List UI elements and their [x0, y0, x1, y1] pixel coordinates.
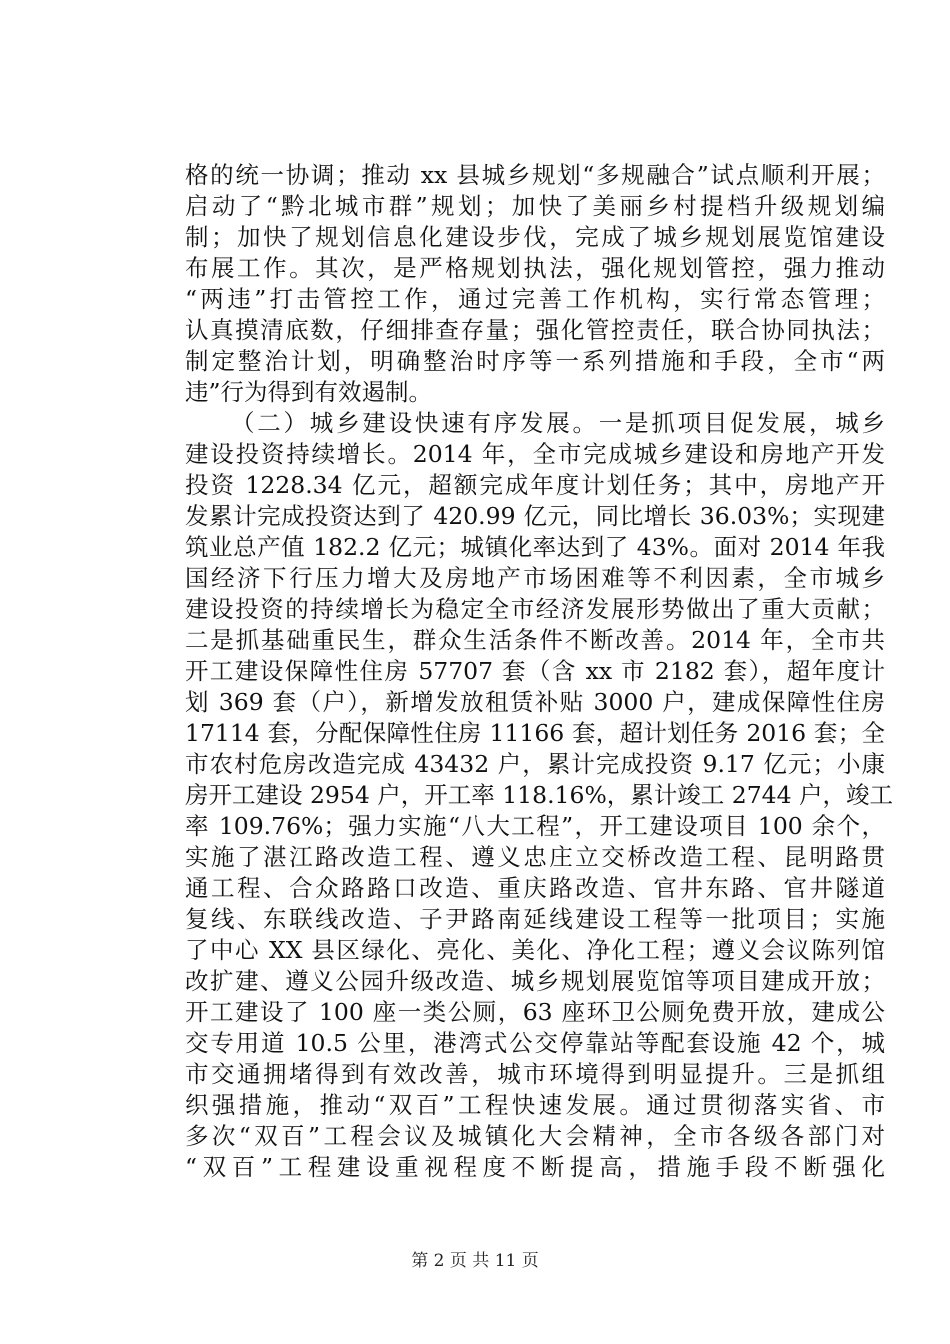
text-line: 格的统一协调；推动 xx 县城乡规划“多规融合”试点顺利开展； [185, 161, 885, 189]
text-line: 国经济下行压力增大及房地产市场困难等不利因素，全市城乡 [185, 564, 885, 592]
text-line: 划 369 套（户），新增发放租赁补贴 3000 户，建成保障性住房 [185, 688, 885, 716]
text-line: （二）城乡建设快速有序发展。一是抓项目促发展，城乡 [231, 409, 885, 437]
text-line: 改扩建、遵义公园升级改造、城乡规划展览馆等项目建成开放； [185, 967, 885, 995]
text-line: 复线、东联线改造、子尹路南延线建设工程等一批项目；实施 [185, 905, 885, 933]
document-body [185, 160, 894, 1183]
text-line: 违”行为得到有效遏制。 [185, 378, 433, 406]
text-line: 率 109.76%；强力实施“八大工程”，开工建设项目 100 余个， [185, 812, 885, 840]
text-line: 实施了湛江路改造工程、遵义忠庄立交桥改造工程、昆明路贯 [185, 843, 885, 871]
text-line: 布展工作。其次，是严格规划执法，强化规划管控，强力推动 [185, 254, 885, 282]
text-line: “双百”工程建设重视程度不断提高，措施手段不断强化 [185, 1153, 885, 1181]
text-line: 启动了“黔北城市群”规划；加快了美丽乡村提档升级规划编 [185, 192, 885, 220]
text-line: 制；加快了规划信息化建设步伐，完成了城乡规划展览馆建设 [185, 223, 885, 251]
text-line: 制定整治计划，明确整治时序等一系列措施和手段，全市“两 [185, 347, 885, 375]
text-line: “两违”打击管控工作，通过完善工作机构，实行常态管理； [185, 285, 885, 313]
text-line: 交专用道 10.5 公里，港湾式公交停靠站等配套设施 42 个，城 [185, 1029, 885, 1057]
text-line: 市交通拥堵得到有效改善，城市环境得到明显提升。三是抓组 [185, 1060, 885, 1088]
paragraph-2 [185, 408, 894, 1183]
text-line: 房开工建设 2954 户，开工率 118.16%，累计竣工 2744 户，竣工 [185, 781, 894, 809]
text-line: 了中心 XX 县区绿化、亮化、美化、净化工程；遵义会议陈列馆 [185, 936, 885, 964]
text-line: 17114 套，分配保障性住房 11166 套，超计划任务 2016 套；全 [185, 719, 885, 747]
text-line: 市农村危房改造完成 43432 户，累计完成投资 9.17 亿元；小康 [185, 750, 885, 778]
text-line: 二是抓基础重民生，群众生活条件不断改善。2014 年，全市共 [185, 626, 885, 654]
text-line: 建设投资的持续增长为稳定全市经济发展形势做出了重大贡献； [185, 595, 885, 623]
text-line: 多次“双百”工程会议及城镇化大会精神，全市各级各部门对 [185, 1122, 885, 1150]
paragraph-1 [185, 160, 885, 408]
text-line: 筑业总产值 182.2 亿元；城镇化率达到了 43%。面对 2014 年我 [185, 533, 885, 561]
text-line: 认真摸清底数，仔细排查存量；强化管控责任，联合协同执法； [185, 316, 885, 344]
page-number-footer: 第 2 页 共 11 页 [411, 1251, 539, 1271]
text-line: 织强措施，推动“双百”工程快速发展。通过贯彻落实省、市 [185, 1091, 885, 1119]
text-line: 建设投资持续增长。2014 年，全市完成城乡建设和房地产开发 [185, 440, 885, 468]
text-line: 发累计完成投资达到了 420.99 亿元，同比增长 36.03%；实现建 [185, 502, 885, 530]
text-line: 开工建设了 100 座一类公厕，63 座环卫公厕免费开放，建成公 [185, 998, 885, 1026]
text-line: 投资 1228.34 亿元，超额完成年度计划任务；其中，房地产开 [185, 471, 885, 499]
text-line: 开工建设保障性住房 57707 套（含 xx 市 2182 套），超年度计 [185, 657, 885, 685]
text-line: 通工程、合众路路口改造、重庆路改造、官井东路、官井隧道 [185, 874, 885, 902]
